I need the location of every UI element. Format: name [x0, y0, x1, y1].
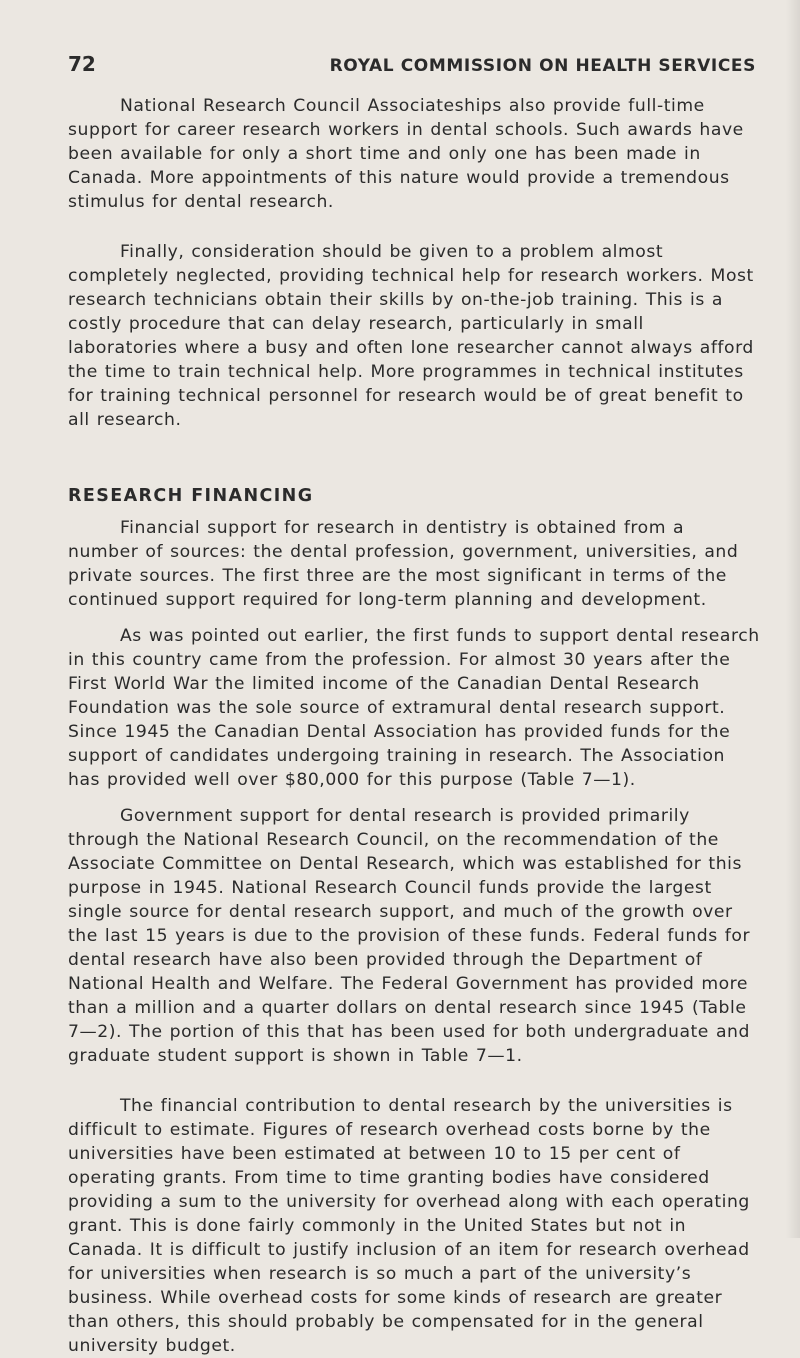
paragraph-profession-funds: As was pointed out earlier, the first funds to support dental research in this country came from the profession. For almost 30 years after the First World War the limited income of the Canadian Dental Research Foundation was the sole source of extramural dental research support. Since 1945 the Canadian Dental Association has provided funds for the support of candidates undergoing training in research. The Association has provided well over $80,000 for this purpose (Table 7—1). — [68, 626, 760, 790]
paragraph-associateships: National Research Council Associateships also provide full-time support for career research workers in dental schools. Such awards have been available for only a short time and only one has been made in Canada. More appointments of this nature would provide a tremendous stimulus for dental research. — [68, 96, 744, 212]
paragraph-financial-sources: Financial support for research in dentistry is obtained from a number of sources: the dental profession, government, universities, and private sources. The first three are the most significant in terms of the continued support required for long-term planning and development. — [68, 518, 739, 610]
paragraph-technical-help: Finally, consideration should be given to a problem almost completely neglected, providing technical help for research workers. Most research technicians obtain their skills by on-the-job training. This is a costly procedure that can delay research, particularly in small laboratories where a busy and often lone researcher cannot always afford the time to train technical help. More programmes in technical institutes for training technical personnel for research would be of great benefit to all research. — [68, 242, 754, 430]
paragraph-government-support: Government support for dental research is provided primarily through the National Research Council, on the recommendation of the Associate Committee on Dental Research, which was established for this purpose in 1945. National Research Council funds provide the largest single source for dental research support, and much of the growth over the last 15 years is due to the provision of these funds. Federal funds for dental research have also been provided through the Department of National Health and Welfare. The Federal Government has provided more than a million and a quarter dollars on dental research since 1945 (Table 7—2). The portion of this that has been used for both undergraduate and graduate student support is shown in Table 7—1. — [68, 806, 751, 1066]
page-number: 72 — [68, 52, 96, 76]
running-head — [68, 52, 760, 92]
running-title: ROYAL COMMISSION ON HEALTH SERVICES — [329, 56, 756, 76]
section-heading-research-financing: RESEARCH FINANCING — [68, 486, 314, 506]
paragraph-university-contribution: The financial contribution to dental research by the universities is difficult to estimate. Figures of research overhead costs borne by the universities have been estimated at between 10 to 15 per cent of operating grants. From time to time granting bodies have considered providing a sum to the university for overhead along with each operating grant. This is done fairly commonly in the United States but not in Canada. It is difficult to justify inclusion of an item for research overhead for universities when research is so much a part of the university’s business. While overhead costs for some kinds of research are greater than others, this should probably be compensated for in the general university budget. — [68, 1096, 750, 1356]
